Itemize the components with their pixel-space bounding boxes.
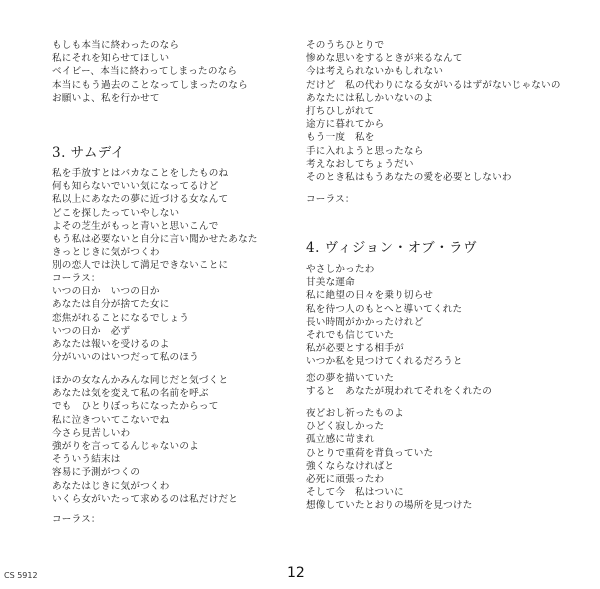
lyric-line: それでも信じていた [306, 330, 395, 341]
lyric-line: あなたは自分が捨てた女に [52, 299, 170, 311]
page-number: 12 [287, 565, 305, 581]
chorus-marker: コーラス： [52, 514, 101, 525]
song-title-vision-of-love: 4. ヴィジョン・オブ・ラヴ [306, 240, 478, 256]
lyric-line: 長い時間がかかったけれど [306, 316, 424, 328]
lyric-line: 別の恋人では決して満足できないことに [52, 260, 229, 272]
lyric-line: ほかの女なんかみんな同じだと気づくと [52, 375, 229, 386]
lyric-line: 恋焦がれることになるでしょう [52, 312, 190, 324]
chorus-marker: コーラス： [306, 194, 355, 205]
lyric-line: 強がりを言ってるんじゃないのよ [52, 441, 199, 452]
lyric-line: 私が必要とする相手が [306, 343, 404, 355]
lyric-line: いくら女がいたって求めるのは私だけだと [52, 493, 239, 505]
lyric-line: コーラス： [52, 273, 101, 284]
lyric-line: 私以上にあなたの夢に近づける女なんて [52, 194, 229, 206]
lyric-line: 恋の夢を描いていた [306, 373, 395, 384]
catalog-code: CS 5912 [4, 571, 38, 580]
lyric-line: いつか私を見つけてくれるだろうと [306, 356, 463, 368]
lyric-line: 想像していたとおりの場所を見つけた [306, 500, 473, 512]
lyric-line: 夜どおし祈ったものよ [306, 408, 404, 419]
lyric-line: いつの日か いつの日か [52, 286, 160, 298]
lyric-line: きっとじきに気がつくわ [52, 247, 160, 259]
lyric-line: いつの日か 必ず [52, 325, 131, 337]
lyric-line: どこを探したっていやしない [52, 207, 180, 219]
lyric-line: 私にそれを知らせてほしい [52, 53, 170, 65]
lyric-line: そういう結末は [52, 454, 121, 466]
lyric-line: 孤立感に苛まれ [306, 434, 375, 446]
lyric-line: 私に泣きついてこないでね [52, 414, 170, 426]
lyric-line: 手に入れようと思ったなら [306, 145, 424, 157]
lyric-line: ベイビー、本当に終わってしまったのなら [52, 66, 238, 78]
lyric-line: やさしかったわ [306, 264, 375, 275]
lyric-line: もう私は必要ないと自分に言い聞かせたあなた [52, 234, 258, 245]
lyric-line: もう一度 私を [306, 132, 375, 144]
lyric-line: もしも本当に終わったのなら [52, 40, 180, 51]
lyric-line: そのとき私はもうあなたの愛を必要としないわ [306, 172, 512, 183]
lyric-line: そして今 私はついに [306, 487, 404, 499]
lyric-line: 私を手放すとはバカなことをしたものね [52, 168, 229, 179]
lyric-line: 考えなおしてちょうだい [306, 158, 414, 170]
song-title-someday: 3. サムデイ [52, 145, 125, 161]
lyric-line: 強くならなければと [306, 460, 395, 472]
lyric-line: 何も知らないでいい気になってるけど [52, 181, 219, 193]
lyric-line: あなたはじきに気がつくわ [52, 480, 170, 492]
lyric-line: 分がいいのはいつだって私のほう [52, 352, 199, 364]
lyric-line: 必死に頑張ったわ [306, 474, 385, 485]
lyric-line: 甘美な運命 [306, 277, 355, 289]
lyric-line: 今は考えられないかもしれない [306, 66, 444, 78]
lyric-line: 打ちひしがれて [306, 106, 375, 117]
lyric-line: お願いよ、私を行かせて [52, 92, 160, 104]
lyric-line: 途方に暮れてから [306, 119, 385, 131]
lyric-line: 惨めな思いをするときが来るなんて [306, 53, 463, 65]
lyric-line: あなたは報いを受けるのよ [52, 339, 170, 350]
lyric-line: あなたには私しかいないのよ [306, 92, 434, 104]
lyric-line: よその芝生がもっと青いと思いこんで [52, 220, 219, 232]
lyric-line: でも ひとりぼっちになったからって [52, 401, 219, 413]
lyric-line: ひどく寂しかった [306, 421, 385, 433]
lyric-line: だけど 私の代わりになる女がいるはずがないじゃないの [306, 79, 561, 91]
lyric-line: ひとりで重荷を背負っていた [306, 447, 434, 459]
lyric-line: 今さら見苦しいわ [52, 427, 131, 439]
lyric-line: そのうちひとりで [306, 40, 385, 51]
lyric-line: 容易に予測がつくの [52, 467, 141, 479]
lyric-line: あなたは気を変えて私の名前を呼ぶ [52, 388, 209, 400]
lyric-line: 私を待つ人のもとへと導いてくれた [306, 303, 463, 315]
lyric-line: すると あなたが現われてそれをくれたの [306, 386, 493, 398]
lyric-line: 私に絶望の日々を乗り切らせ [306, 290, 434, 302]
lyric-line: 本当にもう過去のことなってしまったのなら [52, 79, 248, 91]
